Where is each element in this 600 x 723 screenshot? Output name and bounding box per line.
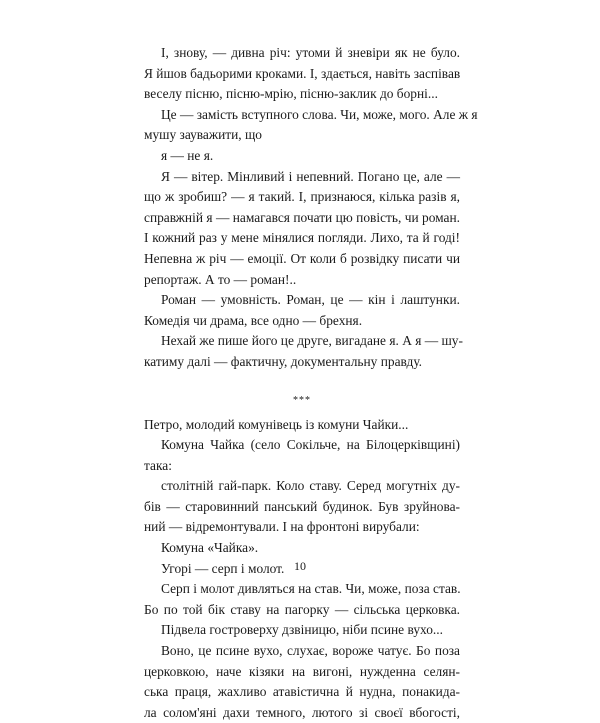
text-line: Угорі — серп і молот. [144, 559, 460, 580]
text-line: бів — старовинний панський будинок. Був зруйнова- [144, 497, 460, 518]
text-line: репортаж. А то — роман!.. [144, 270, 460, 291]
text-line: І, знову, — дивна річ: утоми й зневіри як не було. [144, 43, 460, 64]
text-line: І кожний раз у мене мінялися погляди. Лихо, та й годі! [144, 228, 460, 249]
text-line: Це — замість вступного слова. Чи, може, мого. Але ж я [144, 105, 460, 126]
text-line: Комуна «Чайка». [144, 538, 460, 559]
text-line: катиму далі — фактичну, документальну правду. [144, 352, 460, 373]
text-line: я — не я. [144, 146, 460, 167]
text-line: Петро, молодий комунівець із комуни Чайки... [144, 415, 460, 436]
text-line: церковкою, наче кізяки на вигоні, нужденна селян- [144, 662, 460, 683]
text-line: Воно, це псине вухо, слухає, вороже чатує. Бо поза [144, 641, 460, 662]
text-line: Роман — умовність. Роман, це — кін і лаштунки. [144, 290, 460, 311]
text-line: Непевна ж річ — емоції. От коли б розвідку писати чи [144, 249, 460, 270]
text-line: така: [144, 456, 460, 477]
text-line: що ж зробиш? — я такий. І, признаюся, кілька разів я, [144, 187, 460, 208]
text-line: справжній я — намагався почати цю повість, чи роман. [144, 208, 460, 229]
text-line: Я йшов бадьорими кроками. І, здається, навіть заспівав [144, 64, 460, 85]
text-line: Комуна Чайка (село Сокільче, на Білоцерківщині) [144, 435, 460, 456]
page-text [144, 43, 460, 723]
text-line: мушу зауважити, що [144, 125, 460, 146]
text-line: веселу пісню, пісню-мрію, пісню-заклик до борні... [144, 84, 460, 105]
text-line: Нехай же пише його це друге, вигадане я. А я — шу- [144, 331, 460, 352]
text-line: Бо по той бік ставу на пагорку — сільська церковка. [144, 600, 460, 621]
page-number: 10 [0, 558, 600, 574]
text-section-intro [144, 43, 460, 373]
text-line: Я — вітер. Мінливий і непевний. Погано це, але — [144, 167, 460, 188]
text-line: столітній гай-парк. Коло ставу. Серед могутніх ду- [144, 476, 460, 497]
text-line: ла солом'яні дахи темного, лютого зі своєї вбогості, [144, 703, 460, 723]
text-line: ська праця, жахливо атавістична й нудна, понакида- [144, 682, 460, 703]
text-line: Серп і молот дивляться на став. Чи, може, поза став. [144, 579, 460, 600]
section-separator: *** [144, 391, 460, 411]
text-line: Підвела гостроверху дзвіницю, ніби псине вухо... [144, 620, 460, 641]
text-line: ний — відремонтували. І на фронтоні вирубали: [144, 517, 460, 538]
text-line: Комедія чи драма, все одно — брехня. [144, 311, 460, 332]
